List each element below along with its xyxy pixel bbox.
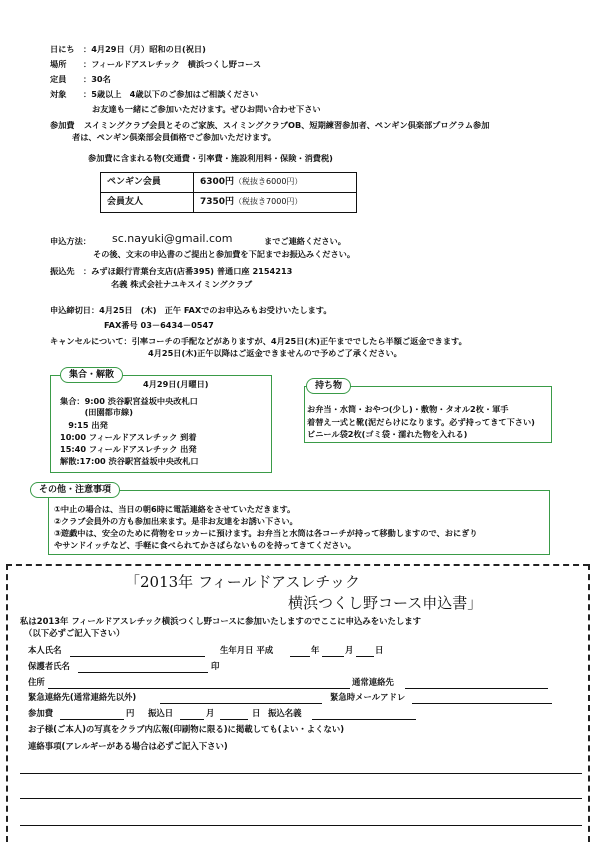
target-value: ：5歳以上 4歳以下のご参加はご相談ください xyxy=(83,89,259,99)
schedule-row: 解散:17:00 渋谷駅宮益坂中央改札口 xyxy=(60,456,199,466)
belongings-line: お弁当・水筒・おやつ(少し)・敷物・タオル2枚・軍手 xyxy=(307,404,509,414)
emergency-label: 緊急連絡先(通常連絡先以外) xyxy=(28,692,137,702)
notes-line: ③遊戯中は、安全のために荷物をロッカーに預けます。お弁当と水筒は各コーチが持って移動しますので、おにぎり xyxy=(54,528,478,538)
deadline: 申込締切日：4月25日 (木) 正午 FAXでのお申込みもお受けいたします。 xyxy=(50,305,332,315)
form-title-line1: 「2013年 フィールドアスレチック xyxy=(125,573,360,591)
schedule-row: 9:15 出発 xyxy=(60,420,108,430)
form-intro: 私は2013年 フィールドアスレチック横浜つくし野コースに参加いたしますのでここに申込みをいたします xyxy=(20,616,421,626)
cancel-line1: キャンセルについて：引率コーチの手配などがありますが、4月25日(木)正午まででしたら半額ご返金できます。 xyxy=(50,336,467,346)
schedule-row: 集合：9:00 渋谷駅宮益坂中央改札口 xyxy=(60,396,198,406)
capacity-label: 定員 xyxy=(50,74,67,84)
guardian-field[interactable] xyxy=(78,672,208,673)
belongings-line: 着替え一式と靴(泥だらけになります。必ず持ってきて下さい) xyxy=(307,417,535,427)
price-note: （税抜き7000円） xyxy=(234,197,303,207)
date-value: ：4月29日（月）昭和の日(祝日) xyxy=(83,44,206,54)
emergency-mail-label: 緊急時メールアドレ xyxy=(330,692,406,702)
notes-line: ①中止の場合は、当日の朝6時に電話連絡をさせていただきます。 xyxy=(54,504,296,514)
place-label: 場所 xyxy=(50,59,67,69)
price-row-label: ペンギン会員 xyxy=(101,173,194,193)
schedule-date: 4月29日(月曜日) xyxy=(143,379,209,389)
place-value: ：フィールドアスレチック 横浜つくし野コース xyxy=(83,59,262,69)
pay-month-label: 月 xyxy=(206,708,215,718)
schedule-row: (田園都市線) xyxy=(60,407,133,417)
fee-field[interactable] xyxy=(60,719,124,720)
birth-month-label: 月 xyxy=(345,645,354,655)
form-border-right xyxy=(588,564,590,842)
form-border-left xyxy=(6,564,8,842)
contact-label: 連絡事項(アレルギーがある場合は必ずご記入下さい) xyxy=(28,741,228,751)
address-label: 住所 xyxy=(28,677,45,687)
fee-field-label: 参加費 xyxy=(28,708,54,718)
price-amount: 6300円 xyxy=(200,177,235,188)
seal-label: 印 xyxy=(211,661,220,671)
apply-method-tail: までご連絡ください。 xyxy=(264,236,346,246)
cancel-line2: 4月25日(木)正午以降はご返金できませんので予めご了承ください。 xyxy=(148,348,402,358)
birth-day-label: 日 xyxy=(375,645,384,655)
price-table xyxy=(100,172,357,213)
name-label: 本人氏名 xyxy=(28,645,62,655)
apply-email[interactable]: sc.nayuki@gmail.com xyxy=(112,232,233,245)
fee-line2: 者は、ペンギン倶楽部会員価格でご参加いただけます。 xyxy=(72,132,276,142)
guardian-label: 保護者氏名 xyxy=(28,661,70,671)
schedule-row: 15:40 フィールドアスレチック 出発 xyxy=(60,444,197,454)
apply-method-label: 申込方法： xyxy=(50,236,91,246)
price-note: （税抜き6000円） xyxy=(234,177,303,187)
payname-label: 振込名義 xyxy=(268,708,302,718)
birth-year-label: 年 xyxy=(311,645,320,655)
fee-label: 参加費 xyxy=(50,120,75,130)
address-field[interactable] xyxy=(48,688,350,689)
target-note: お友達も一緒にご参加いただけます。ぜひお問い合わせ下さい xyxy=(92,104,321,114)
form-title-line2: 横浜つくし野コース申込書」 xyxy=(288,594,483,612)
schedule-row: 10:00 フィールドアスレチック 到着 xyxy=(60,432,197,442)
photo-consent[interactable]: お子様(ご本人)の写真をクラブ内広報(印刷物に限る)に掲載しても(よい・よくない) xyxy=(28,724,345,734)
form-cut-line xyxy=(6,564,589,566)
transfer-line2: 名義 株式会社ナユキスイミングクラブ xyxy=(111,279,253,289)
transfer-label: 振込先 xyxy=(50,266,75,276)
date-label: 日にち xyxy=(50,44,75,54)
schedule-tag: 集合・解散 xyxy=(60,367,123,383)
birth-year-field[interactable] xyxy=(290,656,310,657)
pay-month-field[interactable] xyxy=(180,719,204,720)
target-label: 対象 xyxy=(50,89,67,99)
yen-label: 円 xyxy=(126,708,135,718)
form-intro-note: （以下必ずご記入下さい） xyxy=(24,628,125,638)
price-row xyxy=(101,193,357,213)
fax-number: FAX番号 03－6434－0547 xyxy=(104,320,214,330)
paydate-label: 振込日 xyxy=(148,708,174,718)
price-row xyxy=(101,173,357,193)
notes-tag: その他・注意事項 xyxy=(30,482,120,498)
pay-day-label: 日 xyxy=(252,708,261,718)
fee-line1: スイミングクラブ会員とそのご家族、スイミングクラブOB、短期練習参加者、ペンギン倶楽部プログラム参加 xyxy=(84,120,490,130)
birth-label: 生年月日 平成 xyxy=(220,645,274,655)
price-row-label: 会員友人 xyxy=(101,193,194,213)
name-field[interactable] xyxy=(70,656,205,657)
phone-field[interactable] xyxy=(405,688,548,689)
emergency-mail-field[interactable] xyxy=(412,703,552,704)
birth-month-field[interactable] xyxy=(322,656,344,657)
apply-method-line2: その後、文末の申込書のご提出と参加費を下記までお振込みください。 xyxy=(93,249,356,259)
belongings-tag: 持ち物 xyxy=(306,378,351,394)
contact-line[interactable] xyxy=(20,798,582,799)
price-amount: 7350円 xyxy=(200,197,235,208)
contact-line[interactable] xyxy=(20,825,582,826)
emergency-field[interactable] xyxy=(160,703,322,704)
notes-line: ②クラブ会員外の方も参加出来ます。是非お友達をお誘い下さい。 xyxy=(54,516,298,526)
phone-label: 通常連絡先 xyxy=(352,677,394,687)
pay-day-field[interactable] xyxy=(220,719,248,720)
fee-includes: 参加費に含まれる物(交通費・引率費・施設利用料・保険・消費税) xyxy=(88,153,333,163)
transfer-line1: ：みずほ銀行青葉台支店(店番395) 普通口座 2154213 xyxy=(83,266,293,276)
notes-line: やサンドイッチなど、手軽に食べられてかさばらないものを持ってきてください。 xyxy=(54,540,356,550)
payname-field[interactable] xyxy=(312,719,416,720)
capacity-value: ：30名 xyxy=(83,74,111,84)
belongings-line: ビニール袋2枚(ゴミ袋・濡れた物を入れる) xyxy=(307,429,468,439)
birth-day-field[interactable] xyxy=(356,656,374,657)
contact-line[interactable] xyxy=(20,773,582,774)
